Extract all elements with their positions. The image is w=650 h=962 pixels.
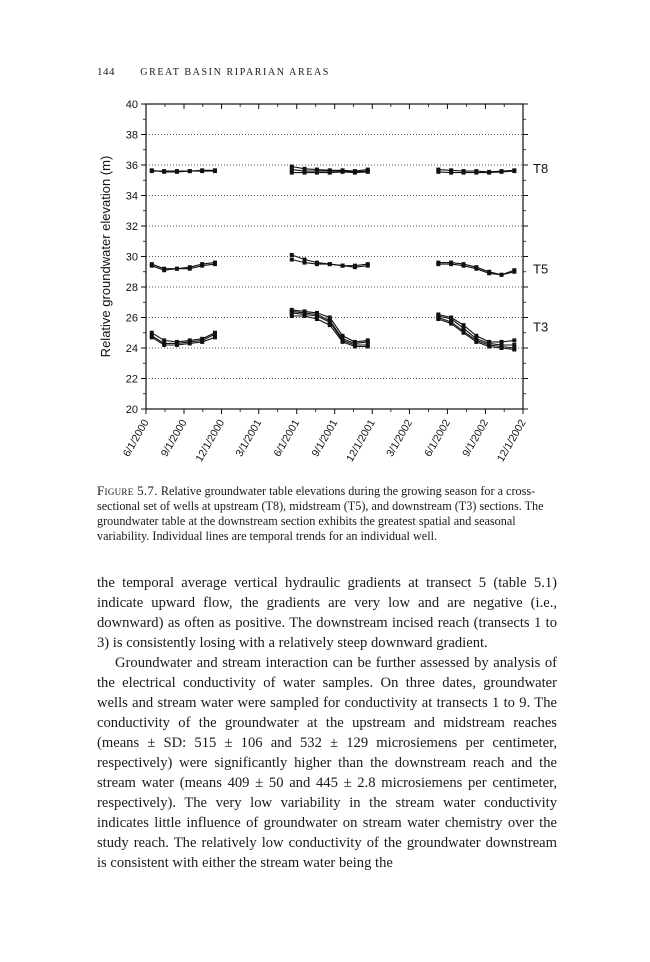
y-tick-label: 28 [125,282,138,294]
data-point [366,264,370,268]
data-point [213,262,217,266]
y-tick-label: 40 [125,99,138,111]
paragraph-2: Groundwater and stream interaction can be further assessed by analysis of the electrical conductivity of water samples. On three dates, groundwater wells and stream water were sampled for conductivity at transects 1 to 9. The conductivity of the groundwater at the upstream and midstream reaches (means ± SD: 515 ± 106 and 532 ± 129 microsiemens per centimeter, respectively) were significantly higher than the downstream reach and the stream water (means 409 ± 50 and 445 ± 2.8 microsiemens per centimeter, respectively). The very low variability in the stream water conductivity indicates little influence of groundwater on stream water chemistry over the study reach. The relatively low conductivity of the groundwater downstream is consistent with either the stream water being the [97,655,557,871]
x-tick-label: 3/1/2001 [233,417,265,459]
y-tick-label: 20 [125,404,138,416]
data-point [462,331,466,335]
data-point [175,267,179,271]
data-point [436,170,440,174]
data-point [353,344,357,348]
data-point [188,169,192,173]
x-tick-label: 9/1/2000 [158,417,190,459]
x-tick-label: 6/1/2000 [120,417,152,459]
x-tick-label: 12/1/2000 [193,417,228,464]
data-point [290,171,294,175]
data-point [303,261,307,265]
data-point [512,348,516,352]
y-tick-label: 36 [125,160,138,172]
data-point [487,344,491,348]
data-point [449,262,453,266]
x-tick-label: 9/1/2001 [309,417,341,459]
data-point [436,262,440,266]
data-point [188,267,192,271]
y-tick-label: 34 [125,190,138,203]
data-point [366,170,370,174]
data-point [328,262,332,266]
data-point [474,171,478,175]
data-point [315,171,319,175]
groundwater-chart [0,0,650,480]
data-point [487,171,491,175]
page-number: 144 [97,66,115,78]
data-point [150,168,154,172]
data-point [353,171,357,175]
data-point [328,323,332,327]
y-tick-label: 32 [125,221,138,233]
running-head: GREAT BASIN RIPARIAN AREAS [140,67,330,78]
group-label-t8: T8 [533,161,549,177]
body-text [97,573,557,873]
data-point [474,340,478,344]
x-tick-label: 3/1/2002 [384,417,416,459]
x-tick-label: 6/1/2002 [422,417,454,459]
data-point [487,271,491,275]
data-point [162,170,166,174]
data-point [512,169,516,173]
data-point [341,170,345,174]
data-point [449,322,453,326]
y-tick-label: 24 [125,343,138,355]
data-point [175,343,179,347]
figure-label: Figure 5.7. [97,483,158,498]
data-point [328,171,332,175]
data-point [449,171,453,175]
data-point [290,253,294,257]
data-point [162,343,166,347]
data-point [200,264,204,268]
y-tick-label: 38 [125,129,138,142]
paragraph-1: the temporal average vertical hydraulic gradients at transect 5 (table 5.1) indicate upward flow, the gradients are very low and are negative (i.e., downward) as often as positive. The downstream incised reach (transects 1 to 3) is consistently losing with a relatively steep downward gradient. [97,575,557,651]
y-axis-label: Relative groundwater elevation (m) [98,155,113,358]
data-point [500,170,504,174]
data-point [500,346,504,350]
data-point [462,264,466,268]
data-point [188,341,192,345]
y-tick-label: 26 [125,312,138,325]
y-tick-label: 22 [125,373,138,386]
plot-frame [146,104,523,409]
data-point [353,265,357,269]
data-point [315,262,319,266]
x-tick-label: 12/1/2001 [344,417,378,464]
data-point [341,340,345,344]
data-point [366,344,370,348]
data-point [341,264,345,268]
data-point [175,170,179,174]
data-point [462,171,466,175]
data-point [500,273,504,277]
data-point [303,171,307,175]
x-tick-label: 9/1/2002 [460,417,492,459]
data-point [315,317,319,321]
data-point [512,338,516,342]
data-point [512,268,516,272]
data-point [436,317,440,321]
figure-caption-text: Relative groundwater table elevations during the growing season for a cross-sectional set of wells at upstream (T8), midstream (T5), and downstream (T3) sections. The groundwater table at the downstream section exhibits the greatest spatial and seasonal variability. Individual lines are temporal trends for an individual well. [97,484,544,543]
data-point [200,169,204,173]
y-tick-label: 30 [125,251,138,264]
data-point [162,268,166,272]
x-tick-label: 6/1/2001 [271,417,303,459]
group-label-t5: T5 [533,261,549,277]
data-point [200,340,204,344]
group-label-t3: T3 [533,319,549,335]
data-point [213,335,217,339]
figure-caption [97,483,555,544]
data-point [290,258,294,262]
data-point [213,169,217,173]
data-point [290,314,294,318]
x-tick-label: 12/1/2002 [494,417,529,464]
data-point [474,267,478,271]
data-point [303,314,307,318]
data-point [150,264,154,268]
data-point [150,335,154,339]
